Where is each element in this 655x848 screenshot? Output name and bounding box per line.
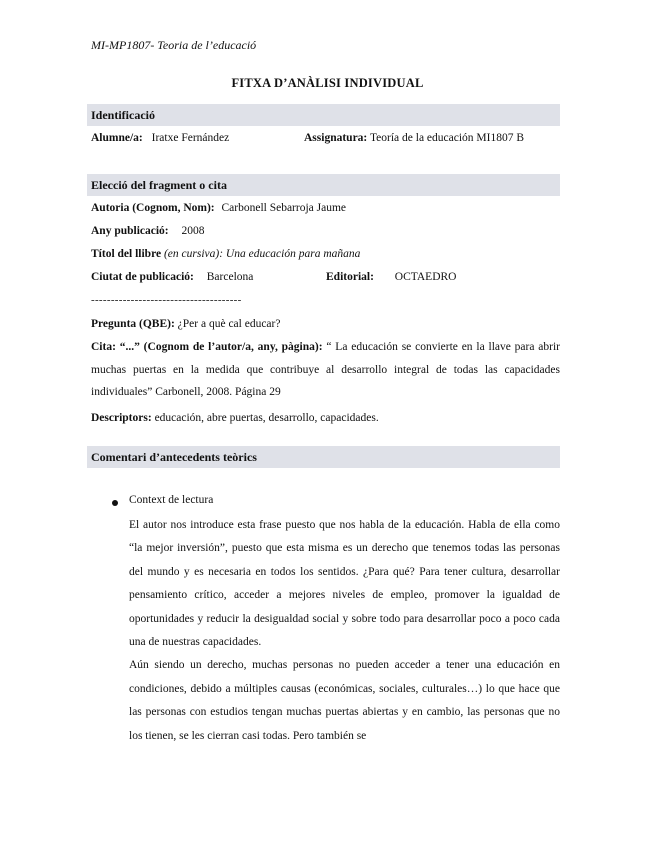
assignatura-label: Assignatura: xyxy=(304,132,368,144)
ciutat-label: Ciutat de publicació: xyxy=(91,271,194,283)
cita-label: Cita: “...” (Cognom de l’autor/a, any, pàgina): xyxy=(91,341,323,353)
titol-label: Títol del llibre xyxy=(91,248,162,260)
running-header: MI-MP1807- Teoria de l’educació xyxy=(91,38,257,52)
assignatura-row xyxy=(304,132,524,144)
descriptors-row xyxy=(91,412,379,424)
alumne-value: Iratxe Fernández xyxy=(151,132,230,144)
section-heading: Comentari d’antecedents teòrics xyxy=(91,450,257,464)
section-band-identificacio xyxy=(87,104,560,126)
context-body xyxy=(129,514,560,748)
alumne-label: Alumne/a: xyxy=(91,132,143,144)
editorial-label: Editorial: xyxy=(326,271,374,283)
editorial-row xyxy=(326,271,457,283)
autoria-label: Autoria (Cognom, Nom): xyxy=(91,202,215,214)
any-row xyxy=(91,225,205,237)
any-value: 2008 xyxy=(181,225,205,237)
pregunta-label: Pregunta (QBE): xyxy=(91,318,175,330)
document-title: FITXA D’ANÀLISI INDIVIDUAL xyxy=(231,76,424,90)
ciutat-row xyxy=(91,271,253,283)
ciutat-value: Barcelona xyxy=(206,271,254,283)
context-paragraph: El autor nos introduce esta frase puesto que nos habla de la educación. Habla de ella como “la mejor inversión”, puesto que esta misma es un derecho que tenemos todas las personas del mundo y es necesaria en todos los sentidos. ¿Para qué? Para tener cultura, desarrollar pensamiento crítico, acceder a mejores niveles de empleo, promover la igualdad de oportunidades y reducir la desigualdad social y sobre todo para desarrollar poco a poco cada una de nuestras capacidades. xyxy=(129,519,560,649)
titol-value: : Una educación para mañana xyxy=(219,248,361,260)
any-label: Any publicació: xyxy=(91,225,169,237)
alumne-row xyxy=(91,132,229,144)
editorial-value: OCTAEDRO xyxy=(394,271,457,283)
context-paragraph: Aún siendo un derecho, muchas personas no pueden acceder a tener una educación en condiciones, debido a múltiples causas (económicas, sociales, culturales…) lo que hace que las personas con estudios tengan muchas puertas abiertas y en cambio, las personas que no los tienen, se les cierran casi todas. Pero también se xyxy=(129,659,560,742)
bullet-icon xyxy=(112,500,118,506)
titol-row xyxy=(91,248,360,260)
cita-value: “ La educación se convierte en la llave para abrir muchas puertas en la medida que contribuye al desarrollo integral de todas las capacidades individuales” Carbonell, 2008. Página 29 xyxy=(91,341,560,398)
section-heading: Identificació xyxy=(91,108,155,122)
section-heading: Elecció del fragment o cita xyxy=(91,178,227,192)
titol-note: (en cursiva) xyxy=(163,248,220,260)
descriptors-value: educación, abre puertas, desarrollo, capacidades. xyxy=(154,412,379,424)
pregunta-value: ¿Per a què cal educar? xyxy=(177,318,281,330)
pregunta-row xyxy=(91,318,280,330)
cita-block xyxy=(91,336,560,404)
section-band-eleccio xyxy=(87,174,560,196)
assignatura-value: Teoría de la educación MI1807 B xyxy=(369,132,525,144)
descriptors-label: Descriptors: xyxy=(91,412,152,424)
section-band-comentari xyxy=(87,446,560,468)
separator-line: -------------------------------------- xyxy=(91,294,242,306)
context-title: Context de lectura xyxy=(129,494,214,506)
autoria-value: Carbonell Sebarroja Jaume xyxy=(221,202,347,214)
autoria-row xyxy=(91,202,346,214)
